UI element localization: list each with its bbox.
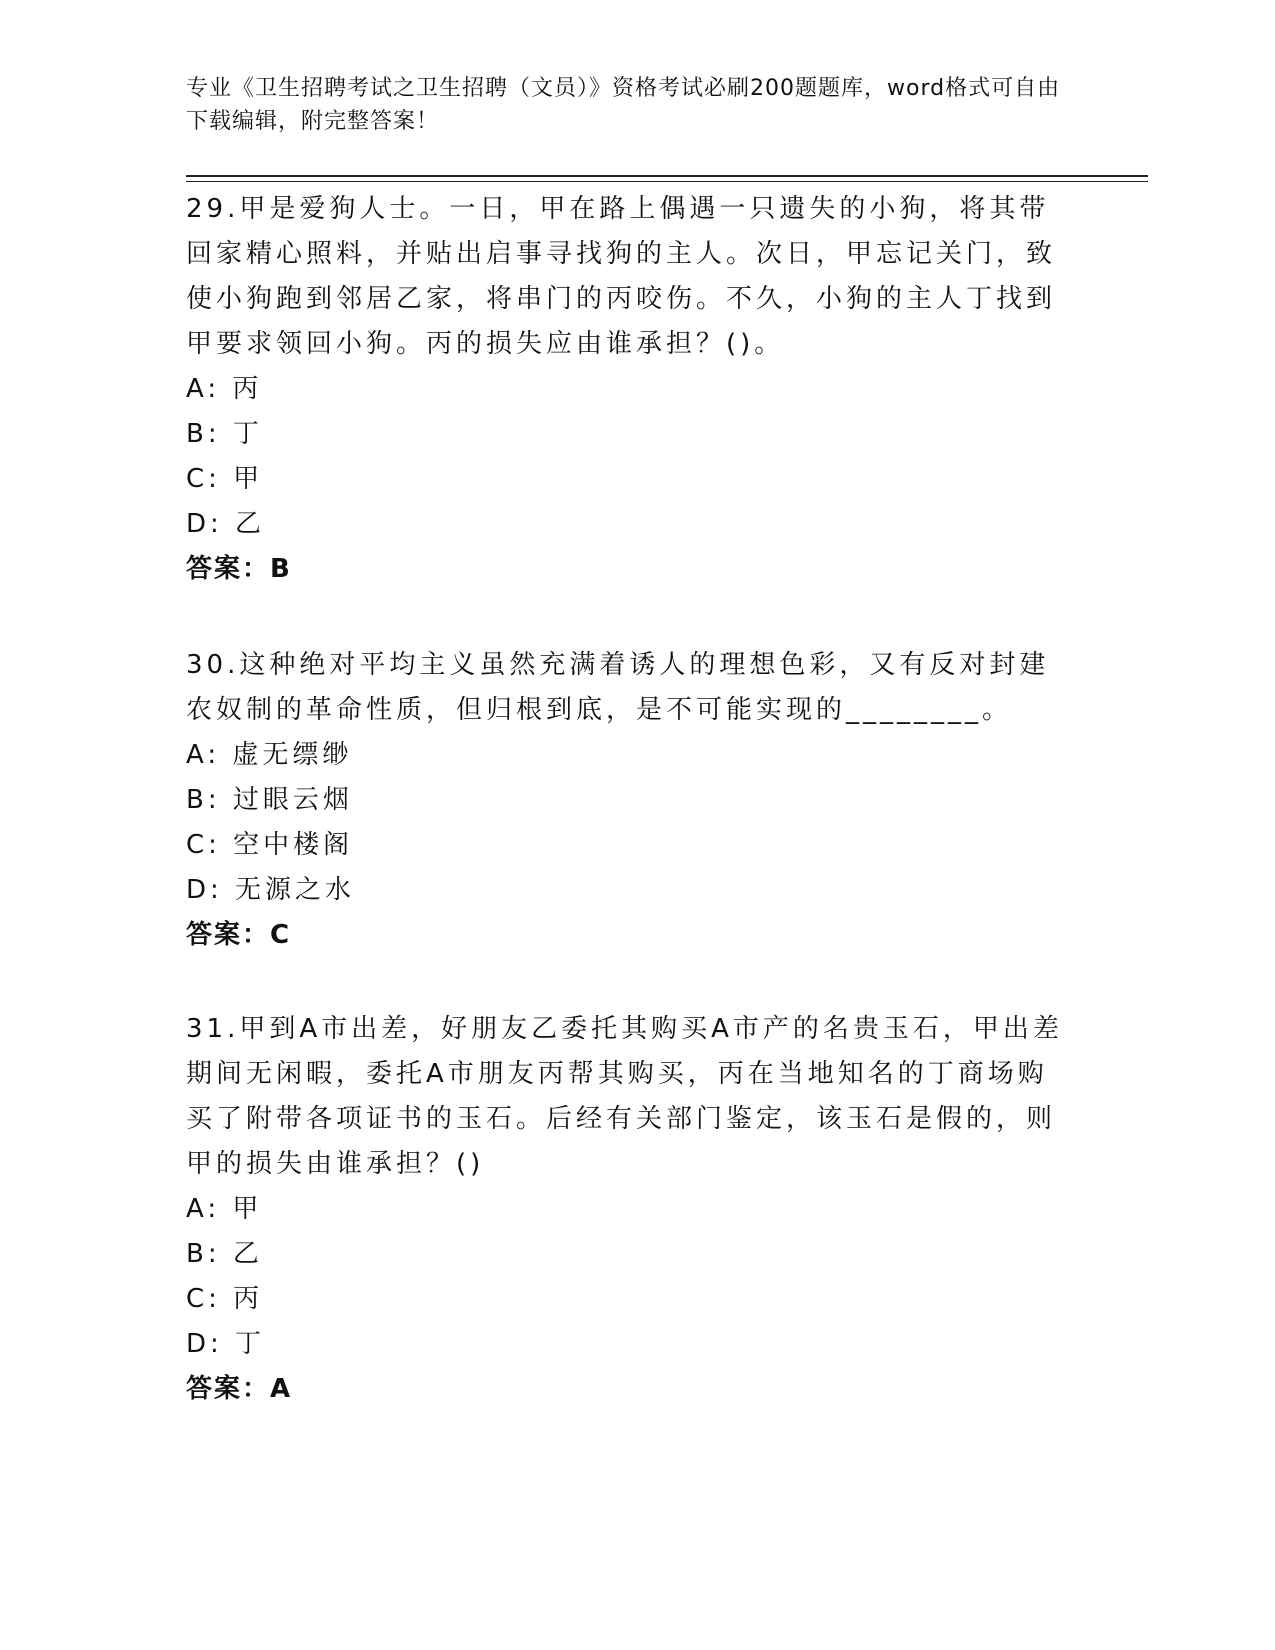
option-a: A: 丙 <box>186 374 263 404</box>
question-text: 31.甲到A市出差，好朋友乙委托其购买A市产的名贵玉石，甲出差期间无闲暇，委托A市朋友丙帮其购买，丙在当地知名的丁商场购买了附带各项证书的玉石。后经有关部门鉴定，该玉石是假的，则甲的损失由谁承担？() <box>186 1014 1063 1179</box>
option-d: D: 无源之水 <box>186 875 356 905</box>
option-c: C: 空中楼阁 <box>186 830 354 860</box>
option-b: B: 过眼云烟 <box>186 785 353 815</box>
question-29 <box>186 187 1066 592</box>
option-a: A: 甲 <box>186 1194 263 1224</box>
option-d: D: 丁 <box>186 1329 266 1359</box>
option-c: C: 甲 <box>186 464 264 494</box>
option-d: D: 乙 <box>186 509 266 539</box>
option-b: B: 乙 <box>186 1239 263 1269</box>
question-30 <box>186 643 1066 958</box>
answer: 答案：A <box>186 1374 293 1404</box>
question-text: 29.甲是爱狗人士。一日，甲在路上偶遇一只遗失的小狗，将其带回家精心照料，并贴出启事寻找狗的主人。次日，甲忘记关门，致使小狗跑到邻居乙家，将串门的丙咬伤。不久，小狗的主人丁找到甲要求领回小狗。丙的损失应由谁承担？()。 <box>186 194 1057 359</box>
option-b: B: 丁 <box>186 419 263 449</box>
header-rule-thin <box>186 181 1148 182</box>
answer: 答案：B <box>186 554 292 584</box>
question-text: 30.这种绝对平均主义虽然充满着诱人的理想色彩，又有反对封建农奴制的革命性质，但归根到底，是不可能实现的________。 <box>186 650 1050 725</box>
header-rule-thick <box>186 175 1148 177</box>
answer: 答案：C <box>186 920 292 950</box>
option-c: C: 丙 <box>186 1284 264 1314</box>
option-a: A: 虚无缥缈 <box>186 740 353 770</box>
document-header: 专业《卫生招聘考试之卫生招聘（文员）》资格考试必刷200题题库，word格式可自由下载编辑，附完整答案！ <box>186 76 1061 134</box>
question-31 <box>186 1007 1066 1412</box>
